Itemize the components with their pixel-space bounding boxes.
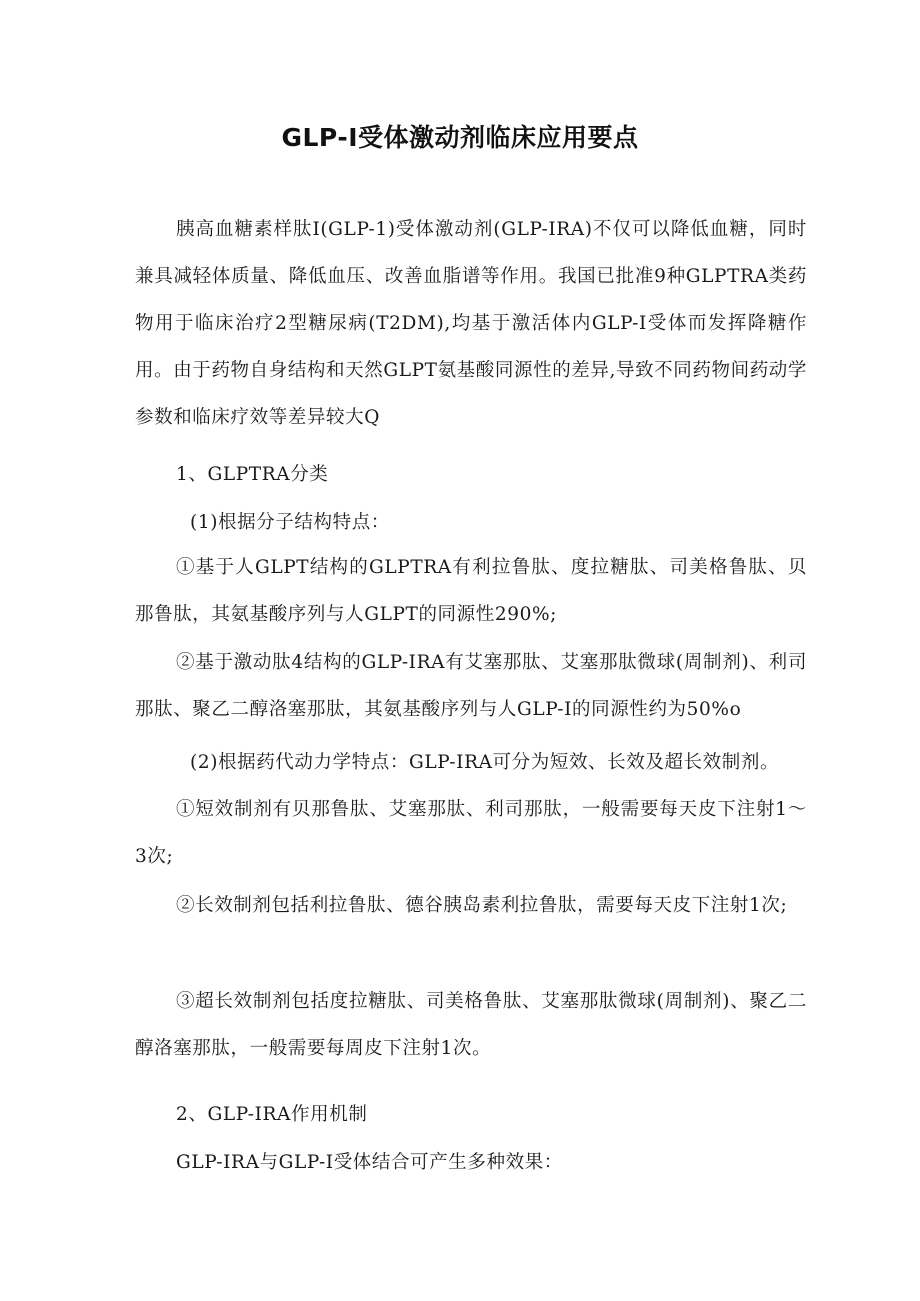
list-item-2: ②基于激动肽4结构的GLP-IRA有艾塞那肽、艾塞那肽微球(周制剂)、利司那肽、聚乙二醇洛塞那肽，其氨基酸序列与人GLP-I的同源性约为50%o — [135, 652, 807, 720]
section-1-sub-1: (1)根据分子结构特点： — [190, 512, 390, 533]
list-item-1: ①基于人GLPT结构的GLPTRA有利拉鲁肽、度拉糖肽、司美格鲁肽、贝那鲁肽，其氨基酸序列与人GLPT的同源性290%; — [135, 557, 807, 625]
section-1-heading: 1、GLPTRA分类 — [176, 464, 329, 485]
section-2-heading: 2、GLP-IRA作用机制 — [176, 1104, 368, 1125]
list-item-3: ①短效制剂有贝那鲁肽、艾塞那肽、利司那肽，一般需要每天皮下注射1～3次; — [135, 799, 807, 867]
list-item-5: ③超长效制剂包括度拉糖肽、司美格鲁肽、艾塞那肽微球(周制剂)、聚乙二醇洛塞那肽，一般需要每周皮下注射1次。 — [135, 991, 807, 1059]
page-title: GLP-I受体激动剂临床应用要点 — [281, 123, 639, 152]
list-item-4: ②长效制剂包括利拉鲁肽、德谷胰岛素利拉鲁肽，需要每天皮下注射1次; — [176, 895, 788, 916]
section-2-text: GLP-IRA与GLP-I受体结合可产生多种效果： — [176, 1152, 563, 1173]
section-1-sub-2: (2)根据药代动力学特点：GLP-IRA可分为短效、长效及超长效制剂。 — [190, 752, 780, 773]
intro-paragraph: 胰高血糖素样肽I(GLP-1)受体激动剂(GLP-IRA)不仅可以降低血糖，同时兼具减轻体质量、降低血压、改善血脂谱等作用。我国已批准9种GLPTRA类药物用于临床治疗2型糖尿病(T2DM),均基于激活体内GLP-I受体而发挥降糖作用。由于药物自身结构和天然GLPT氨基酸同源性的差异,导致不同药物间药动学参数和临床疗效等差异较大Q — [135, 219, 807, 428]
